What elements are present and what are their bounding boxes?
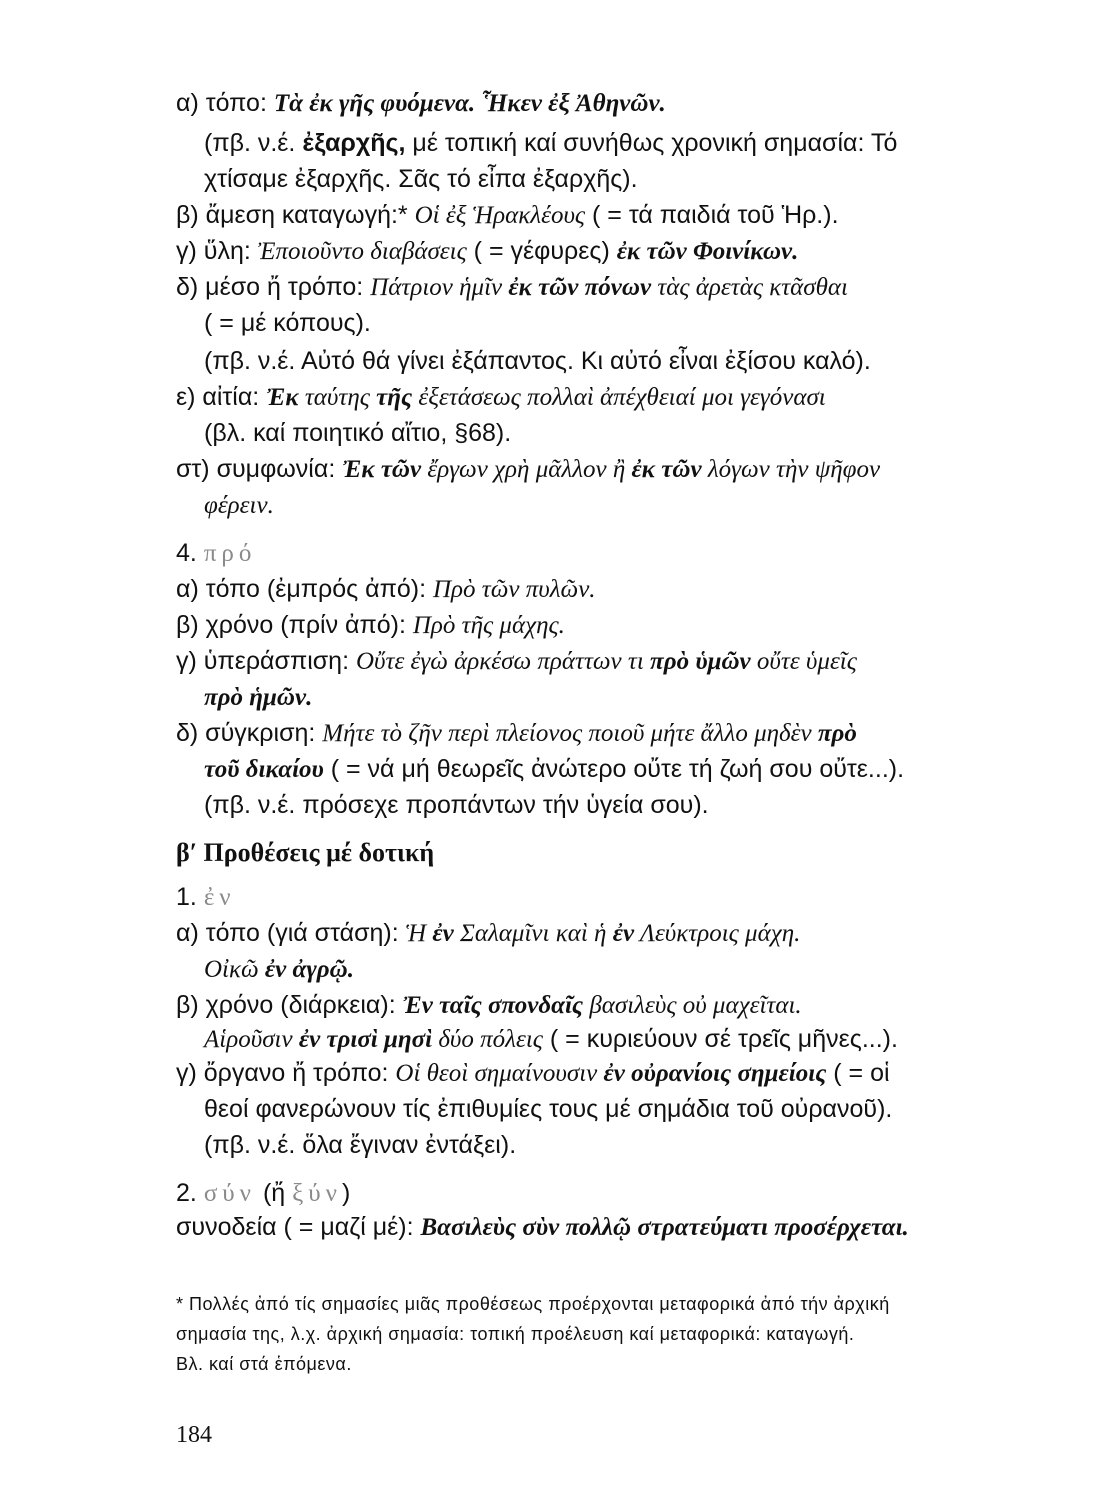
example: Οἱ ἐξ Ἡρακλέους — [414, 202, 586, 229]
meaning-label: δ) μέσο ἤ τρόπο: — [176, 273, 371, 301]
line-en-time-cont — [204, 1022, 898, 1057]
meaning-label: β) χρόνο (διάρκεια): — [176, 991, 403, 1019]
example: Μήτε τὸ ζῆν περὶ πλείονος ποιοῦ μήτε ἄλλο μηδὲν — [322, 720, 818, 747]
item-number: 2. — [176, 1179, 197, 1207]
line-en-compare — [204, 1128, 516, 1162]
line-ek-compare — [204, 126, 897, 160]
text: (πβ. ν.έ. πρόσεχε προπάντων τήν ὑγεία σου). — [204, 791, 709, 819]
footnote-line-3 — [176, 1350, 352, 1378]
line-en-place — [176, 916, 800, 951]
example: τῆς — [376, 384, 413, 411]
text: μέ τοπική καί συνήθως χρονική σημασία: Τό — [405, 129, 898, 157]
example: Ἐν ταῖς σπονδαῖς — [402, 992, 584, 1019]
text: ( = νά μή θεωρεῖς ἀνώτερο οὔτε τή ζωή σου οὔτε...). — [323, 755, 905, 783]
example: ἐν — [612, 920, 635, 947]
line-syn-company — [176, 1210, 909, 1245]
text: (πβ. ν.έ. Αὐτό θά γίνει ἐξάπαντος. Κι αὐτό εἶναι ἐξίσου καλό). — [204, 347, 871, 375]
meaning-label: α) τόπο (γιά στάση): — [176, 919, 406, 947]
text: (πβ. ν.έ. — [204, 129, 303, 157]
example: ἐξετάσεως πολλαὶ ἀπέχθειαί μοι γεγόνασι — [412, 384, 826, 411]
example: σὺν πολλῷ στρατεύματι — [522, 1214, 768, 1241]
line-ek-accord — [176, 452, 880, 487]
example: τὰς ἀρετὰς κτᾶσθαι — [651, 274, 848, 301]
line-pro-comparison — [176, 716, 857, 751]
text: ( = τά παιδιά τοῦ Ἡρ.). — [585, 201, 839, 229]
example: Οἱ θεοὶ σημαίνουσιν — [395, 1060, 604, 1087]
text: χτίσαμε ἐξαρχῆς. Σᾶς τό εἶπα ἐξαρχῆς). — [204, 165, 638, 193]
preposition-word: πρό — [203, 540, 257, 567]
example: πρὸ ἡμῶν. — [204, 684, 313, 711]
example: ἐκ τῶν — [631, 456, 702, 483]
example: Ἐκ τῶν — [342, 456, 422, 483]
keyword: ἐξαρχῆς, — [302, 129, 406, 157]
text: ( = οἱ — [826, 1059, 890, 1087]
meaning-label: στ) συμφωνία: — [176, 455, 343, 483]
section-heading-dative — [176, 836, 434, 870]
meaning-label: δ) σύγκριση: — [176, 719, 323, 747]
meaning-label: γ) ὕλη: — [176, 237, 258, 265]
footnote-line-2 — [176, 1320, 854, 1348]
example: Ἡ — [405, 920, 433, 947]
text: ( = κυριεύουν σέ τρεῖς μῆνες...). — [542, 1025, 898, 1053]
example: Λεύκτροις μάχη. — [634, 920, 801, 947]
meaning-label: β) ἄμεση καταγωγή:* — [176, 201, 415, 229]
text: (πβ. ν.έ. ὅλα ἔγιναν ἐντάξει). — [204, 1131, 517, 1159]
example: Ἐκ — [266, 384, 299, 411]
text: θεοί φανερώνουν τίς ἐπιθυμίες τους μέ σημάδια τοῦ οὐρανοῦ). — [204, 1095, 893, 1123]
meaning-label: ε) αἰτία: — [176, 383, 267, 411]
example: λόγων τὴν ψῆφον — [701, 456, 881, 483]
line-ek-cause-ref — [204, 416, 511, 450]
example: πρὸ ὑμῶν — [650, 648, 751, 675]
example: ἐν τρισὶ μησὶ — [298, 1026, 433, 1053]
example: Αἱροῦσιν — [204, 1026, 299, 1053]
line-pro-time — [176, 608, 565, 643]
line-pro-comparison-cont — [204, 752, 904, 787]
meaning-label: γ) ὑπεράσπιση: — [176, 647, 356, 675]
example: ἐκ τῶν Φοινίκων. — [616, 238, 799, 265]
line-en-time — [176, 988, 802, 1023]
example: ἔργων χρὴ μᾶλλον ἢ — [421, 456, 632, 483]
footnote-line-1 — [176, 1290, 890, 1318]
example: Οἰκῶ — [204, 956, 265, 983]
heading-text: β′ Προθέσεις μέ δοτική — [176, 838, 435, 867]
line-en-place-cont — [204, 952, 354, 987]
preposition-variant: ξύν — [292, 1180, 342, 1207]
example: προσέρχεται. — [768, 1214, 909, 1241]
example: Βασιλεὺς — [420, 1214, 523, 1241]
text: (ἤ — [262, 1179, 293, 1207]
line-ek-means — [176, 270, 848, 305]
example: Οὔτε ἐγὼ ἀρκέσω πράττων τι — [355, 648, 651, 675]
text: ( = μέ κόπους). — [204, 309, 371, 337]
line-pro-place — [176, 572, 596, 607]
preposition-heading-pro — [176, 536, 256, 571]
line-en-instrument-gloss — [204, 1092, 892, 1126]
footnote-text: * Πολλές ἀπό τίς σημασίες μιᾶς προθέσεως προέρχονται μεταφορικά ἀπό τήν ἀρχική — [176, 1294, 890, 1314]
line-ek-compare-cont — [204, 162, 638, 196]
line-pro-defense — [176, 644, 857, 679]
text: ) — [341, 1179, 351, 1207]
line-en-instrument — [176, 1056, 890, 1091]
example: Πρὸ τῆς μάχης. — [412, 612, 565, 639]
line-ek-cause — [176, 380, 826, 415]
meaning-label: γ) ὄργανο ἤ τρόπο: — [176, 1059, 396, 1087]
example: Σαλαμῖνι καὶ ἡ — [453, 920, 613, 947]
meaning-label: α) τόπο: — [176, 89, 274, 117]
line-ek-means-gloss — [204, 306, 371, 340]
text: ( = γέφυρες) — [466, 237, 617, 265]
preposition-heading-syn — [176, 1176, 350, 1211]
example: βασιλεὺς οὐ μαχεῖται. — [583, 992, 802, 1019]
example: ταύτης — [298, 384, 377, 411]
example: πρὸ — [817, 720, 857, 747]
preposition-word: ἐν — [203, 884, 236, 911]
example: Ἐποιοῦντο διαβάσεις — [257, 238, 467, 265]
page-number-text: 184 — [176, 1422, 212, 1448]
line-ek-origin — [176, 198, 839, 233]
example: τοῦ δικαίου — [204, 756, 324, 783]
example: ἐκ τῶν πόνων — [508, 274, 652, 301]
line-ek-accord-cont — [204, 488, 274, 523]
example: δύο πόλεις — [432, 1026, 543, 1053]
example: ἐν — [432, 920, 454, 947]
footnote-text: σημασία της, λ.χ. ἀρχική σημασία: τοπική προέλευση καί μεταφορικά: καταγωγή. — [176, 1324, 855, 1344]
preposition-word: σύν — [203, 1180, 256, 1207]
footnote-text: Βλ. καί στά ἑπόμενα. — [176, 1354, 352, 1374]
example: ἐν οὐρανίοις σημείοις — [603, 1060, 827, 1087]
item-number: 1. — [176, 883, 197, 911]
line-ek-place — [176, 86, 666, 121]
example: Πάτριον ἡμῖν — [370, 274, 509, 301]
preposition-heading-en — [176, 880, 236, 915]
line-ek-material — [176, 234, 798, 269]
line-pro-defense-cont — [204, 680, 312, 715]
example: φέρειν. — [204, 492, 274, 519]
meaning-label: β) χρόνο (πρίν ἀπό): — [176, 611, 413, 639]
item-number: 4. — [176, 539, 197, 567]
meaning-label: συνοδεία ( = μαζί μέ): — [176, 1213, 421, 1241]
line-pro-compare — [204, 788, 709, 822]
page-number — [176, 1418, 212, 1452]
meaning-label: α) τόπο (ἐμπρός ἀπό): — [176, 575, 433, 603]
example: Τὰ ἐκ γῆς φυόμενα. Ἧκεν ἐξ Ἀθηνῶν. — [273, 90, 666, 117]
line-ek-means-compare — [204, 344, 871, 378]
example: οὔτε ὑμεῖς — [750, 648, 857, 675]
example: Πρὸ τῶν πυλῶν. — [432, 576, 596, 603]
text: (βλ. καί ποιητικό αἴτιο, §68). — [204, 419, 512, 447]
example: ἐν ἀγρῷ. — [264, 956, 354, 983]
